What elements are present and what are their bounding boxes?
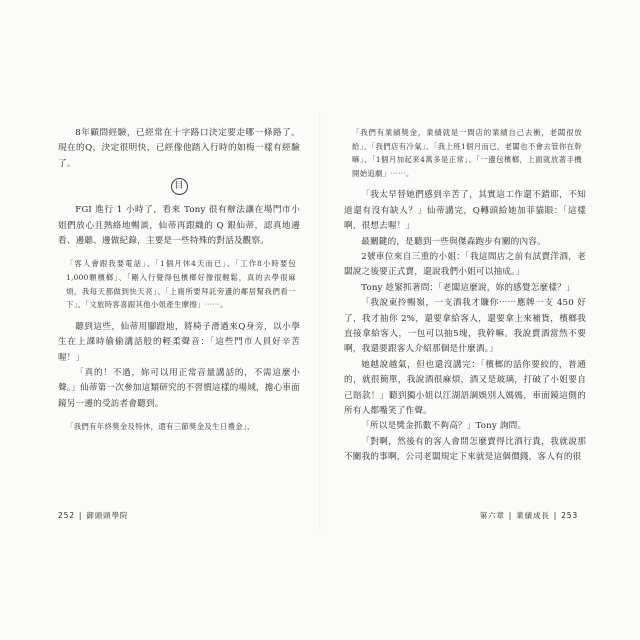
chapter-number: 第六章 (479, 511, 505, 520)
right-paragraph-1: 「我太早替她們感到辛苦了，其實這工作還不錯耶，不知道還有沒有缺人？」仙蒂講完，Q轉頭給她加菲貓眼：「這樣啊，很想去喔！」 (344, 190, 586, 232)
right-paragraph-7: 「所以是獎金抓數不夠高？」Tony 詢問。 (361, 421, 527, 432)
left-paragraph-4: 「真的！不過，妳可以用正常音量講話的，不需這麼小聲。」仙蒂第一次參加這類研究的不習慣這樣的場域，擔心車面鏡另一邊的受訪者會聽到。 (58, 368, 300, 409)
left-paragraph-3: 聽到這些，仙蒂用腳蹬地，將椅子滑過來Q身旁，以小學生在上課時偷偷講話般的輕柔聲音：「這些門市人員好辛苦喔！」 (58, 321, 300, 363)
left-page-footer: 252 | 御頭頭學院 (58, 511, 129, 520)
right-paragraph-3: 2號車位來自三重的小姐：「我這間店之前有試賣洋酒，老闆說之後要正式賣，還說我們小姐可以抽成。」 (344, 252, 586, 278)
right-page-number: 253 (561, 511, 578, 520)
right-quote-1: 「我們有業績獎金，業績就是一間店的業績自己去衝，老闆很放給」、「我們店有冷氣」、「我上班1個月而已，老闆也不會去管你在幹嘛」、「1個月加起來4萬多是正常」、「一邊包檳榔，上面就放著手機開始追劇」⋯⋯。 (352, 128, 582, 178)
book-gutter (319, 112, 321, 532)
right-paragraph-6: 她越說越氣，但也還沒講完：「檳榔的話你要絞的，普通的，就很簡單，我說酒很麻煩，酒又是玻璃，打破了小姐要自己賠款！」聽到獨小姐以江湖語調娛別人媽媽，車面鏡這側的所有人都嘴笑了作聲。 (344, 359, 586, 417)
book-title: 御頭頭學院 (86, 511, 129, 520)
left-paragraph-2: FGI 進行 1 小時了，看來 Tony 很有辦法讓在場門市小姐們放心且熱絡地暢談，仙蒂再跟織的 Q 銀仙蒂，認真地邊看、邊聽、邊做紀錄，主要是一些特殊的對話及觀察。 (58, 205, 300, 247)
right-paragraph-4: Tony 趁緊抓著問：「老闆這麼說，妳的感覺怎麼樣？」 (361, 282, 575, 293)
chapter-title: 業績成長 (516, 511, 550, 520)
right-paragraph-2: 最關鍵的，是聽到一些與傑森跑步有關的內容。 (361, 236, 546, 247)
section-marker-icon: 目 (171, 178, 188, 195)
left-paragraph-1: 8年顧問經驗，已經常在十字路口決定要走哪一條路了。現在的Q，決定很明快，已經像他踏入行時的如梅一樣有經驗了。 (58, 128, 300, 169)
left-page-number: 252 (58, 511, 75, 520)
right-paragraph-5: 「我說東拎暢嶺，一支酒我才賺你⋯⋯應牌一支 450 好了，我才抽你 2%，還要拿給客人，還要拿上來補貨，檳榔我直接拿給客人，一包可以抽5塊，我幹嘛。我說賣酒當然不要啊，我還要跟客人介紹那個是什麼酒。」 (344, 298, 586, 355)
left-page (58, 126, 300, 434)
right-paragraph-8: 「對啊，然後有的客人會問怎麼賣得比酒行貴，我就說那不關我的事啊，公司老闆規定下來就是這個價錢，客人有的很 (344, 436, 586, 463)
right-page-footer: 第六章 | 業績成長 | 253 (479, 511, 578, 520)
right-page (344, 126, 586, 466)
left-quote-1: 「客人會跟我要電話」、「1個月休4天而已」、「工作8小時要包1,000顆檳榔」、「剛入行覺得包檳榔好像很輕鬆，真的去學很麻煩，我每天都做到快天亮」、「上廁所要拜託旁邊的鄰居幫我們看一下」、「文旅時客喜跟其他小姐產生摩擦」⋯⋯。 (66, 259, 296, 310)
left-quote-2: 「我們有年終獎金及特休，還有三節獎金及生日禮金」、 (66, 422, 255, 432)
